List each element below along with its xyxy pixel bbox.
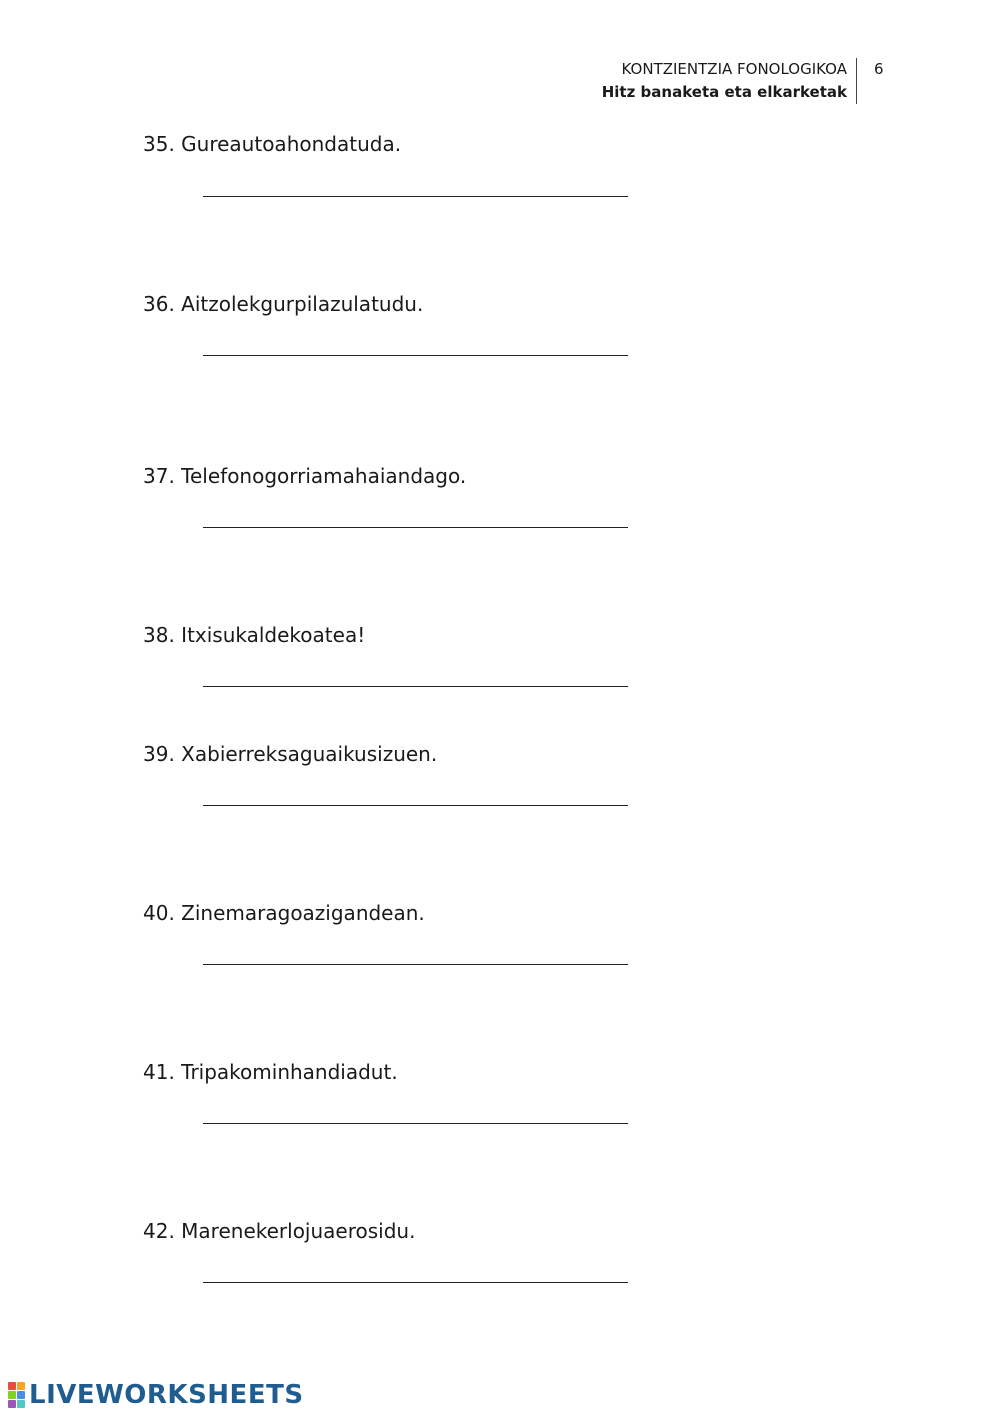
logo-text: LIVEWORKSHEETS <box>29 1380 304 1410</box>
header-title: KONTZIENTZIA FONOLOGIKOA <box>621 60 847 78</box>
logo-mark-icon <box>8 1382 25 1408</box>
answer-line-41[interactable] <box>203 1123 628 1124</box>
exercise-item-36: 36. Aitzolekgurpilazulatudu. <box>143 292 424 316</box>
answer-line-37[interactable] <box>203 527 628 528</box>
logo-square <box>8 1391 16 1399</box>
logo-square <box>8 1400 16 1408</box>
exercise-item-39: 39. Xabierreksaguaikusizuen. <box>143 742 438 766</box>
answer-line-39[interactable] <box>203 805 628 806</box>
page-number: 6 <box>874 60 884 78</box>
header-subtitle: Hitz banaketa eta elkarketak <box>601 83 847 101</box>
answer-line-36[interactable] <box>203 355 628 356</box>
answer-line-35[interactable] <box>203 196 628 197</box>
exercise-item-37: 37. Telefonogorriamahaiandago. <box>143 464 467 488</box>
exercise-item-35: 35. Gureautoahondatuda. <box>143 132 402 156</box>
exercise-item-38: 38. Itxisukaldekoatea! <box>143 623 366 647</box>
logo-square <box>17 1382 25 1390</box>
exercise-item-40: 40. Zinemaragoazigandean. <box>143 901 425 925</box>
answer-line-40[interactable] <box>203 964 628 965</box>
logo-square <box>8 1382 16 1390</box>
logo-square <box>17 1400 25 1408</box>
exercise-item-42: 42. Marenekerlojuaerosidu. <box>143 1219 416 1243</box>
liveworksheets-logo <box>8 1380 304 1410</box>
answer-line-38[interactable] <box>203 686 628 687</box>
document-header <box>602 58 857 104</box>
answer-line-42[interactable] <box>203 1282 628 1283</box>
exercise-item-41: 41. Tripakominhandiadut. <box>143 1060 398 1084</box>
logo-square <box>17 1391 25 1399</box>
